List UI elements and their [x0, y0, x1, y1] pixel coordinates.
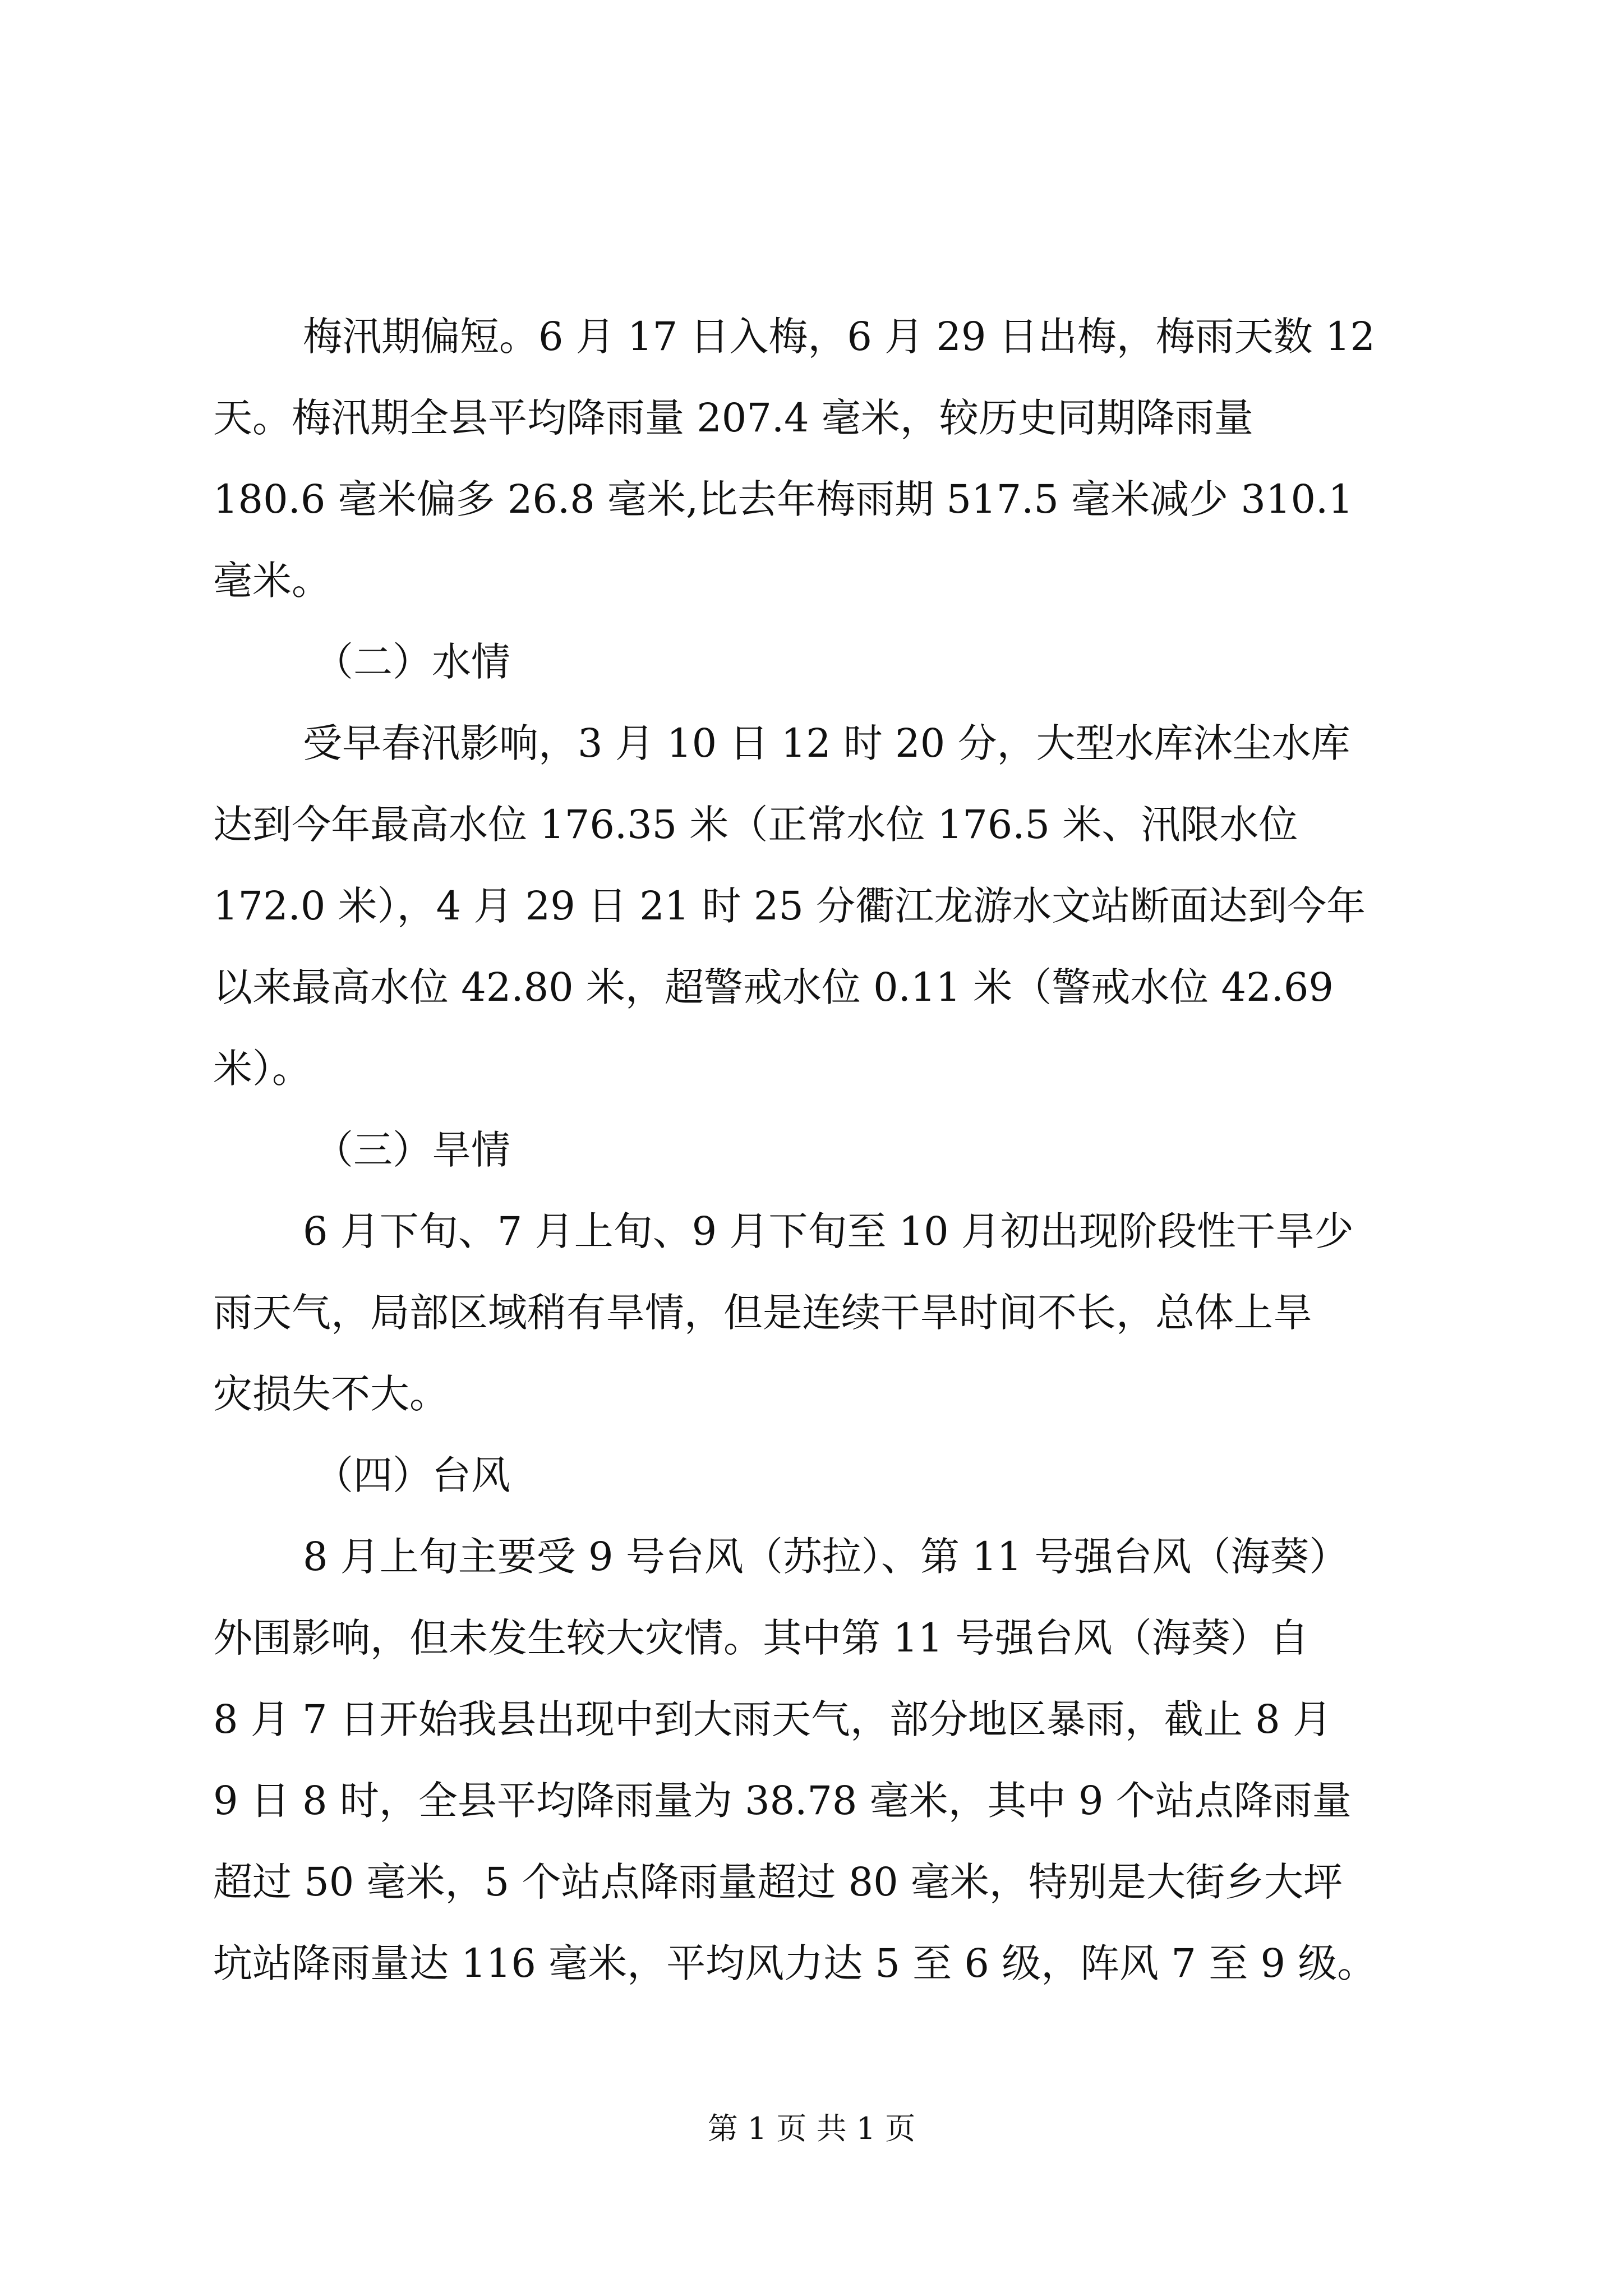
paragraph-1-line-3: 180.6 毫米偏多 26.8 毫米,比去年梅雨期 517.5 毫米减少 310.1: [213, 476, 1353, 522]
paragraph-1-line-2: 天。梅汛期全县平均降雨量 207.4 毫米，较历史同期降雨量: [213, 395, 1253, 441]
paragraph-4-line-6: 坑站降雨量达 116 毫米，平均风力达 5 至 6 级，阵风 7 至 9 级。: [213, 1940, 1377, 1986]
paragraph-4-line-5: 超过 50 毫米，5 个站点降雨量超过 80 毫米，特别是大街乡大坪: [213, 1859, 1343, 1905]
section-heading-drought: （三）旱情: [314, 1127, 510, 1173]
paragraph-2-line-4: 以来最高水位 42.80 米，超警戒水位 0.11 米（警戒水位 42.69: [213, 964, 1334, 1010]
paragraph-1-line-1: 梅汛期偏短。6 月 17 日入梅，6 月 29 日出梅，梅雨天数 12: [303, 314, 1376, 360]
section-heading-water: （二）水情: [314, 639, 510, 685]
paragraph-2-line-1: 受早春汛影响，3 月 10 日 12 时 20 分，大型水库沐尘水库: [303, 720, 1350, 766]
section-heading-typhoon: （四）台风: [314, 1452, 510, 1498]
paragraph-1-line-4: 毫米。: [213, 558, 331, 604]
paragraph-4-line-1: 8 月上旬主要受 9 号台风（苏拉）、第 11 号强台风（海葵）: [303, 1534, 1349, 1580]
paragraph-4-line-3: 8 月 7 日开始我县出现中到大雨天气，部分地区暴雨，截止 8 月: [213, 1696, 1332, 1742]
paragraph-3-line-2: 雨天气，局部区域稍有旱情，但是连续干旱时间不长，总体上旱: [213, 1290, 1312, 1336]
paragraph-3-line-1: 6 月下旬、7 月上旬、9 月下旬至 10 月初出现阶段性干旱少: [303, 1208, 1354, 1254]
paragraph-2-line-3: 172.0 米），4 月 29 日 21 时 25 分衢江龙游水文站断面达到今年: [213, 883, 1366, 929]
paragraph-4-line-2: 外围影响，但未发生较大灾情。其中第 11 号强台风（海葵）自: [213, 1615, 1309, 1661]
paragraph-3-line-3: 灾损失不大。: [213, 1371, 449, 1417]
paragraph-4-line-4: 9 日 8 时，全县平均降雨量为 38.78 毫米，其中 9 个站点降雨量: [213, 1778, 1352, 1824]
page-footer: 第 1 页 共 1 页: [707, 2111, 916, 2146]
paragraph-2-line-2: 达到今年最高水位 176.35 米（正常水位 176.5 米、汛限水位: [213, 802, 1298, 848]
paragraph-2-line-5: 米）。: [213, 1046, 311, 1092]
